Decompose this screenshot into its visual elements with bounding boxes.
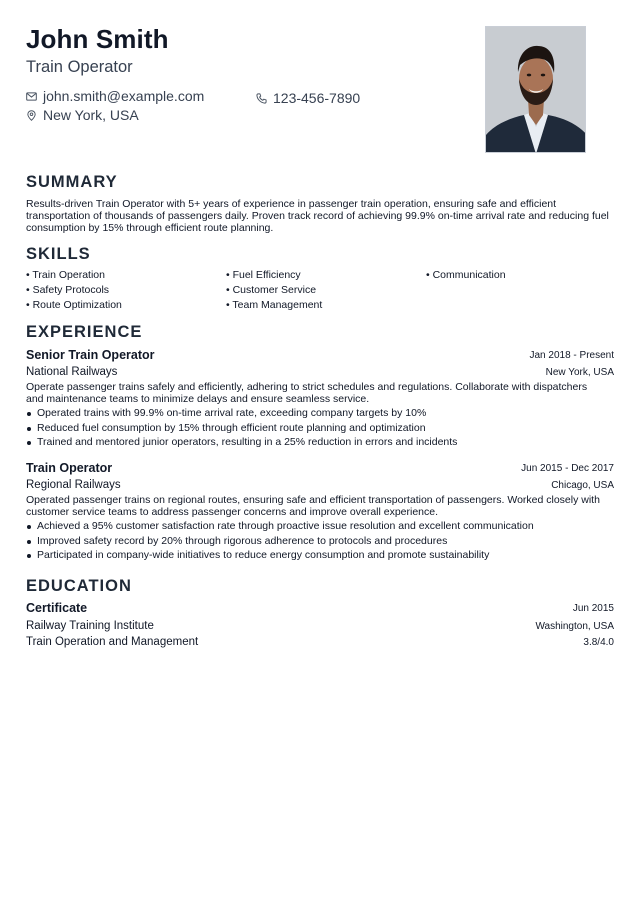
- achievement-list: [26, 406, 614, 450]
- job-title: Senior Train Operator: [26, 348, 155, 362]
- education-degree: Certificate: [26, 601, 88, 615]
- achievement-item: Operated trains with 99.9% on-time arrival rate, exceeding company targets by 10%: [26, 406, 614, 421]
- map-pin-icon: [26, 110, 37, 121]
- skill-item: • Communication: [426, 269, 506, 281]
- job-company: National Railways: [26, 366, 118, 378]
- profile-photo: [485, 26, 586, 153]
- phone-icon: [256, 93, 267, 104]
- summary-heading: SUMMARY: [26, 173, 118, 191]
- education-gpa: 3.8/4.0: [583, 637, 614, 648]
- experience-heading: EXPERIENCE: [26, 323, 143, 341]
- job-description: Operate passenger trains safely and efficiently, adhering to strict schedules and regulations. Collaborate with dispatchers and maintenance teams to minimize delays and ensure seamless service.: [26, 381, 588, 405]
- candidate-title: Train Operator: [26, 58, 133, 76]
- envelope-icon: [26, 91, 37, 102]
- contact-email[interactable]: [26, 88, 204, 104]
- job-title: Train Operator: [26, 461, 113, 475]
- skill-item: • Train Operation: [26, 269, 105, 281]
- education-heading: EDUCATION: [26, 577, 132, 595]
- skills-heading: SKILLS: [26, 245, 91, 263]
- phone-text: 123-456-7890: [273, 90, 361, 106]
- achievement-item: Achieved a 95% customer satisfaction rate through proactive issue resolution and excellent communication: [26, 519, 614, 534]
- education-school: Railway Training Institute: [26, 620, 154, 632]
- achievement-item: Trained and mentored junior operators, resulting in a 25% reduction in errors and incidents: [26, 435, 614, 450]
- summary-text: Results-driven Train Operator with 5+ years of experience in passenger train operation, ensuring safe and efficient transportation of thousands of passengers daily. Proven track record of achieving 99.9% on-time arrival rate and reducing fuel consumption by 15% through efficient route planning.: [26, 198, 609, 234]
- job-company: Regional Railways: [26, 479, 121, 491]
- candidate-name: John Smith: [26, 24, 169, 54]
- portrait-image: [486, 27, 586, 153]
- achievement-item: Reduced fuel consumption by 15% through efficient route planning and optimization: [26, 421, 614, 436]
- education-date: Jun 2015: [572, 603, 614, 614]
- job-description: Operated passenger trains on regional routes, ensuring safe and efficient transportation of passengers. Worked closely with customer service teams to address passenger concerns and improve overall experience.: [26, 494, 600, 518]
- education-location: Washington, USA: [535, 621, 614, 632]
- location-text: New York, USA: [43, 107, 139, 123]
- education-field: Train Operation and Management: [26, 636, 199, 648]
- job-date: Jun 2015 - Dec 2017: [521, 463, 614, 474]
- email-text: john.smith@example.com: [43, 88, 205, 104]
- contact-location: [26, 107, 139, 123]
- achievement-item: Participated in company-wide initiatives to reduce energy consumption and promote sustainability: [26, 548, 614, 563]
- skill-item: • Customer Service: [226, 284, 316, 296]
- job-location: Chicago, USA: [551, 480, 614, 491]
- skill-item: • Fuel Efficiency: [226, 269, 301, 281]
- skill-item: • Route Optimization: [26, 299, 122, 311]
- job-date: Jan 2018 - Present: [529, 350, 614, 361]
- achievement-item: Improved safety record by 20% through rigorous adherence to protocols and procedures: [26, 534, 614, 549]
- achievement-list: [26, 519, 614, 563]
- contact-phone[interactable]: [256, 90, 360, 106]
- job-location: New York, USA: [545, 367, 614, 378]
- skill-item: • Team Management: [226, 299, 322, 311]
- skill-item: • Safety Protocols: [26, 284, 109, 296]
